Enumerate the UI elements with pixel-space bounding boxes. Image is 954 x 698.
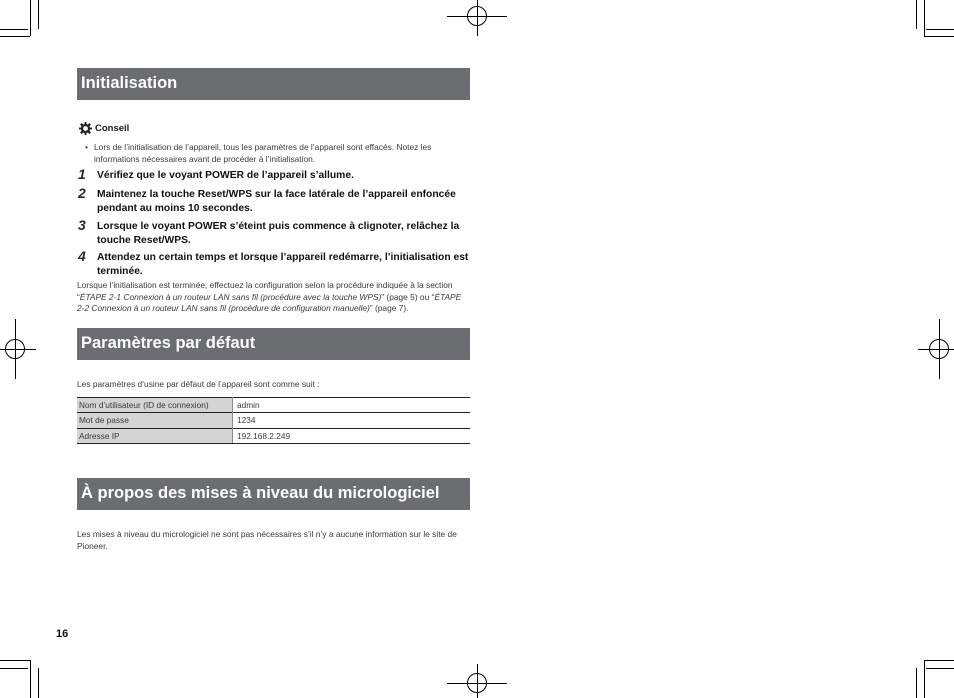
crop-mark bbox=[0, 660, 30, 661]
tip-header bbox=[79, 121, 129, 135]
para-text: ” (page 7). bbox=[369, 303, 409, 314]
para-text: Lorsque l’initialisation est terminée, effectuez la configuration selon la procédure indiquée à la section “ bbox=[77, 280, 453, 302]
setting-value: 1234 bbox=[233, 413, 471, 428]
table-row bbox=[77, 398, 470, 413]
tip-gear-icon bbox=[79, 122, 92, 135]
defaults-intro: Les paramètres d’usine par défaut de l’appareil sont comme suit : bbox=[77, 379, 320, 389]
registration-line bbox=[939, 319, 940, 379]
registration-line bbox=[15, 319, 16, 379]
crop-mark bbox=[926, 29, 954, 30]
page-number: 16 bbox=[56, 628, 69, 640]
tip-bullet-text: Lors de l’initialisation de l’appareil, tous les paramètres de l’appareil sont effacés. Notez les informations nécessaires avant de procéder à l’initialisation. bbox=[94, 142, 432, 164]
section-title-defaults: Paramètres par défaut bbox=[77, 328, 470, 360]
step-text: Lorsque le voyant POWER s’éteint puis commence à clignoter, relâchez la touche Reset/WPS. bbox=[97, 221, 460, 246]
step-number: 4 bbox=[78, 248, 86, 264]
setting-key: Nom d’utilisateur (ID de connexion) bbox=[77, 398, 233, 413]
crop-mark bbox=[0, 668, 28, 669]
crop-mark bbox=[926, 668, 954, 669]
setting-key: Adresse IP bbox=[77, 428, 233, 443]
crop-mark bbox=[38, 668, 39, 698]
crop-mark bbox=[916, 668, 917, 698]
setting-key: Mot de passe bbox=[77, 413, 233, 428]
crop-mark bbox=[0, 29, 28, 30]
step-reference-link: ÉTAPE 2-1 Connexion à un routeur LAN sans fil (procédure avec la touche WPS) bbox=[79, 291, 382, 302]
crop-mark bbox=[30, 0, 31, 36]
step-number: 2 bbox=[78, 185, 86, 201]
after-init-paragraph bbox=[77, 280, 470, 315]
crop-mark bbox=[924, 660, 925, 698]
step-number: 3 bbox=[78, 217, 86, 233]
default-settings-table bbox=[77, 397, 470, 444]
crop-mark bbox=[924, 660, 954, 661]
crop-mark bbox=[0, 36, 30, 37]
firmware-paragraph: Les mises à niveau du micrologiciel ne sont pas nécessaires s’il n’y a aucune information sur le site de Pioneer. bbox=[77, 529, 457, 551]
step-text: Maintenez la touche Reset/WPS sur la face latérale de l’appareil enfoncée pendant au moins 10 secondes. bbox=[97, 189, 456, 214]
section-title-firmware: À propos des mises à niveau du micrologiciel bbox=[77, 478, 470, 510]
step-number: 1 bbox=[78, 166, 86, 182]
bullet-dot: • bbox=[85, 142, 88, 152]
para-text: ” (page 5) ou “ bbox=[381, 291, 435, 302]
registration-line bbox=[0, 349, 36, 350]
crop-mark bbox=[924, 0, 925, 36]
crop-mark bbox=[916, 0, 917, 29]
registration-line bbox=[477, 664, 478, 698]
table-row bbox=[77, 413, 470, 428]
tip-title: Conseil bbox=[95, 122, 130, 134]
step-text: Attendez un certain temps et lorsque l’appareil redémarre, l’initialisation est terminée. bbox=[97, 252, 469, 277]
table-row bbox=[77, 428, 470, 443]
step-reference-link: ÉTAPE 2-2 Connexion à un routeur LAN sans fil (procédure de configuration manuelle) bbox=[77, 291, 462, 314]
section-title-initialisation: Initialisation bbox=[77, 68, 470, 100]
setting-value: 192.168.2.249 bbox=[233, 428, 471, 443]
crop-mark bbox=[924, 36, 954, 37]
crop-mark bbox=[38, 0, 39, 29]
registration-line bbox=[477, 0, 478, 36]
step-text: Vérifiez que le voyant POWER de l’appareil s’allume. bbox=[97, 170, 354, 181]
crop-mark bbox=[30, 660, 31, 698]
registration-line bbox=[918, 349, 954, 350]
setting-value: admin bbox=[233, 398, 471, 413]
